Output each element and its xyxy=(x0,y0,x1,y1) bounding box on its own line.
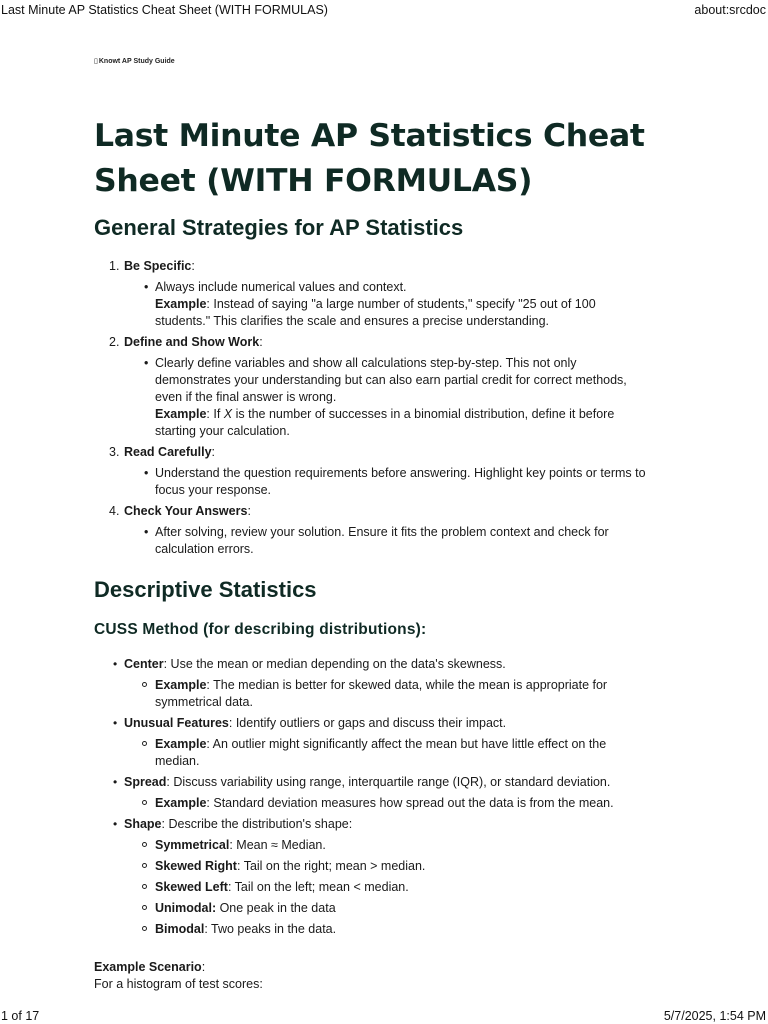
print-datetime: 5/7/2025, 1:54 PM xyxy=(663,1009,766,1023)
strategies-list xyxy=(94,258,654,562)
sub-list xyxy=(124,279,654,330)
list-item: • Center: Use the mean or median depending on the data's skewness. Example: The median is better for skewed data, while the mean is appropriate for symmetrical data. xyxy=(94,656,654,711)
item-label: Unusual Features xyxy=(124,716,229,730)
list-item: • Shape: Describe the distribution's shape: Symmetrical: Mean ≈ Median. Skewed Right: Tail on the right; mean > median. Skewed Left: Tail on the left; mean < median. Unimodal: One peak in the data Bimodal: Two peaks in the data. xyxy=(94,816,654,938)
descriptive-statistics-heading: Descriptive Statistics xyxy=(94,577,317,602)
list-item: • Clearly define variables and show all calculations step-by-step. This not only demonstrates your understanding but can also earn partial credit for correct methods, even if the final answer is wrong. Example: If X is the number of successes in a binomial distribution, define it before starting your calculation. xyxy=(144,356,627,438)
list-item: Symmetrical: Mean ≈ Median. xyxy=(124,837,654,854)
cuss-heading: CUSS Method (for describing distributions): xyxy=(94,621,427,638)
item-label: Shape xyxy=(124,817,162,831)
item-label: Define and Show Work xyxy=(124,335,260,349)
sub-list xyxy=(124,677,654,711)
print-footer xyxy=(0,1009,768,1023)
list-item: • After solving, review your solution. Ensure it fits the problem context and check for calculation errors. xyxy=(144,525,609,556)
sub-list xyxy=(124,736,654,770)
knowt-logo-icon: ▯ xyxy=(94,58,98,65)
list-item: Example: An outlier might significantly affect the mean but have little effect on the median. xyxy=(124,736,654,770)
list-item: • Understand the question requirements before answering. Highlight key points or terms to focus your response. xyxy=(144,466,646,497)
list-item: • Always include numerical values and context. Example: Instead of saying "a large number of students," specify "25 out of 100 students." This clarifies the scale and ensures a precise understanding. xyxy=(144,280,596,328)
scenario-text: For a histogram of test scores: xyxy=(94,977,263,991)
page-title: Last Minute AP Statistics Cheat Sheet (WITH FORMULAS) xyxy=(94,118,645,199)
list-item: • Unusual Features: Identify outliers or gaps and discuss their impact. Example: An outlier might significantly affect the mean but have little effect on the median. xyxy=(94,715,654,770)
item-number: 2. xyxy=(109,335,120,349)
print-header xyxy=(0,3,768,17)
sub-list xyxy=(124,524,654,558)
list-item: 2. Define and Show Work: • Clearly define variables and show all calculations step-by-step. This not only demonstrates your understanding but can also earn partial credit for correct methods, even if the final answer is wrong. Example: If X is the number of successes in a binomial distribution, define it before starting your calculation. xyxy=(94,334,654,440)
list-item: 4. Check Your Answers: • After solving, review your solution. Ensure it fits the problem context and check for calculation errors. xyxy=(94,503,654,558)
list-item: • Spread: Discuss variability using range, interquartile range (IQR), or standard deviation. Example: Standard deviation measures how spread out the data is from the mean. xyxy=(94,774,654,812)
list-item: Skewed Right: Tail on the right; mean > median. xyxy=(124,858,654,875)
item-label: Center xyxy=(124,657,164,671)
page-number: 1 of 17 xyxy=(1,1009,40,1023)
list-item: 1. Be Specific: • Always include numerical values and context. Example: Instead of saying "a large number of students," specify "25 out of 100 students." This clarifies the scale and ensures a precise understanding. xyxy=(94,258,654,330)
example-scenario: Example Scenario: For a histogram of test scores: xyxy=(94,960,263,991)
scenario-label: Example Scenario xyxy=(94,960,202,974)
print-url: about:srcdoc xyxy=(694,3,766,17)
list-item: Unimodal: One peak in the data xyxy=(124,900,654,917)
item-label: Be Specific xyxy=(124,259,192,273)
list-item: Bimodal: Two peaks in the data. xyxy=(124,921,654,938)
item-label: Spread xyxy=(124,775,167,789)
sub-list xyxy=(124,355,654,440)
item-label: Check Your Answers xyxy=(124,504,248,518)
list-item: Example: The median is better for skewed data, while the mean is appropriate for symmetrical data. xyxy=(124,677,654,711)
item-label: Read Carefully xyxy=(124,445,212,459)
item-number: 1. xyxy=(109,259,120,273)
list-item: Skewed Left: Tail on the left; mean < median. xyxy=(124,879,654,896)
item-number: 3. xyxy=(109,445,120,459)
brand[interactable] xyxy=(94,57,175,65)
sub-list xyxy=(124,465,654,499)
list-item: 3. Read Carefully: • Understand the question requirements before answering. Highlight key points or terms to focus your response. xyxy=(94,444,654,499)
cuss-list xyxy=(94,656,654,942)
print-title: Last Minute AP Statistics Cheat Sheet (WITH FORMULAS) xyxy=(1,3,328,17)
list-item: Example: Standard deviation measures how spread out the data is from the mean. xyxy=(124,795,654,812)
sub-list xyxy=(124,837,654,938)
sub-list xyxy=(124,795,654,812)
general-strategies-heading: General Strategies for AP Statistics xyxy=(94,215,464,240)
brand-text: Knowt AP Study Guide xyxy=(98,57,175,65)
item-number: 4. xyxy=(109,504,120,518)
